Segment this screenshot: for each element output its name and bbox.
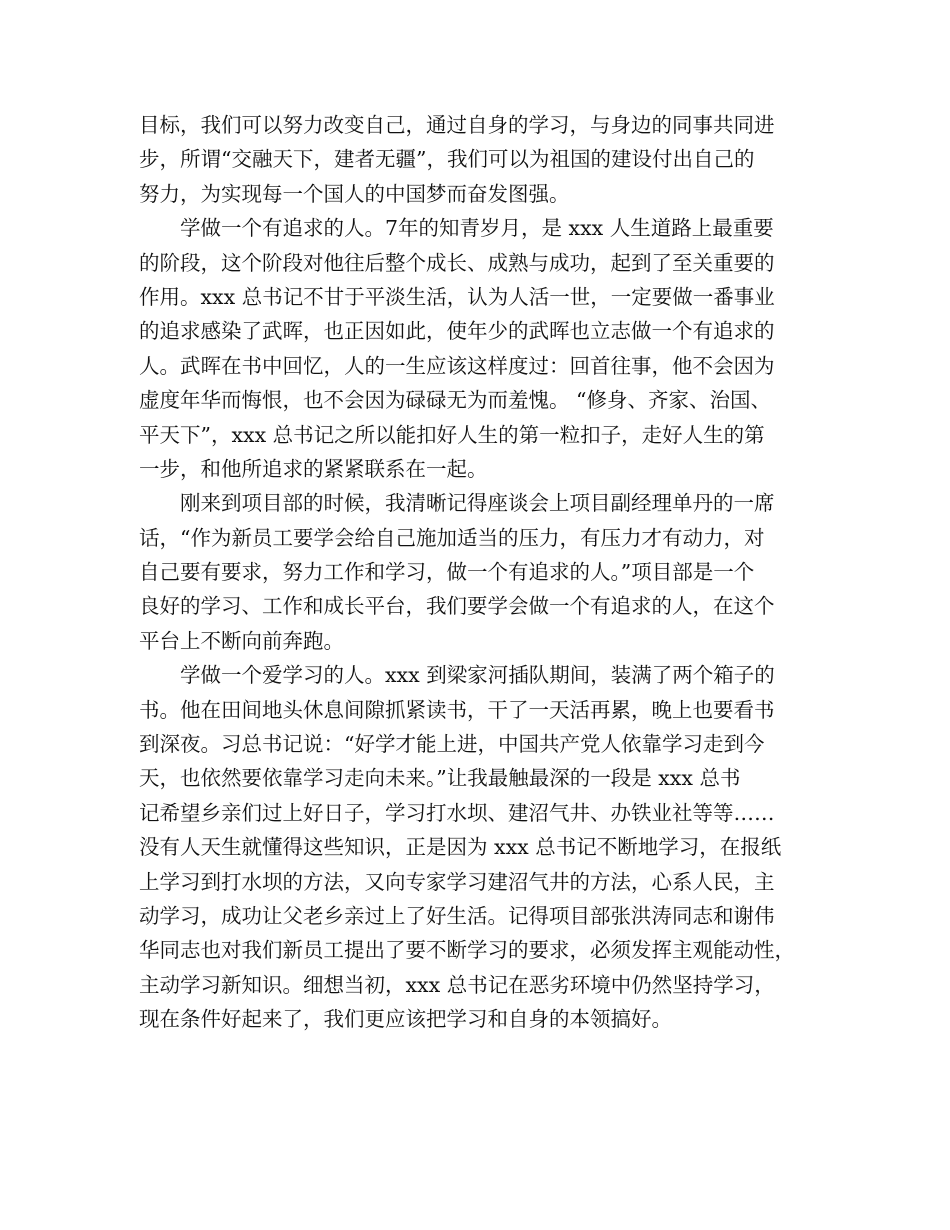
text-line: 一步，和他所追求的紧紧联系在一起。 — [139, 456, 488, 481]
text-line: 的追求感染了武晖，也正因如此，使年少的武晖也立志做一个有追求的 — [139, 319, 775, 344]
text-line: 虚度年华而悔恨，也不会因为碌碌无为而羞愧。 “修身、齐家、治国、 — [139, 388, 771, 413]
text-line: 良好的学习、工作和成长平台，我们要学会做一个有追求的人，在这个 — [139, 594, 775, 619]
text-line: 没有人天生就懂得这些知识，正是因为 xxx 总书记不断地学习，在报纸 — [139, 835, 782, 860]
text-line: 主动学习新知识。细想当初，xxx 总书记在恶劣环境中仍然坚持学习， — [139, 972, 775, 997]
text-line: 上学习到打水坝的方法，又向专家学习建沼气井的方法，心系人民，主 — [139, 869, 775, 894]
text-line: 的阶段，这个阶段对他往后整个成长、成熟与成功，起到了至关重要的 — [139, 250, 775, 275]
text-line: 目标，我们可以努力改变自己，通过自身的学习，与身边的同事共同进 — [139, 113, 775, 137]
text-line: 记希望乡亲们过上好日子，学习打水坝、建沼气井、办铁业社等等…… — [139, 800, 775, 825]
text-line: 动学习，成功让父老乡亲过上了好生活。记得项目部张洪涛同志和谢伟 — [139, 903, 775, 928]
text-line: 天，也依然要依靠学习走向未来。”让我最触最深的一段是 xxx 总书 — [139, 766, 741, 791]
paragraph-first-line: 学做一个有追求的人。7年的知青岁月，是 xxx 人生道路上最重要 — [180, 216, 774, 241]
text-line: 作用。xxx 总书记不甘于平淡生活，认为人活一世，一定要做一番事业 — [139, 284, 775, 309]
text-line: 平台上不断向前奔跑。 — [139, 628, 344, 653]
body-text — [139, 108, 819, 1037]
text-line: 自己要有要求，努力工作和学习，做一个有追求的人。”项目部是一个 — [139, 560, 755, 585]
paragraph-first-line: 学做一个爱学习的人。xxx 到梁家河插队期间，装满了两个箱子的 — [180, 663, 775, 688]
text-line: 到深夜。习总书记说：“好学才能上进，中国共产党人依靠学习走到今 — [139, 732, 765, 757]
text-line: 人。武晖在书中回忆，人的一生应该这样度过：回首往事，他不会因为 — [139, 353, 775, 378]
paragraph-first-line: 刚来到项目部的时候，我清晰记得座谈会上项目副经理单丹的一席 — [180, 491, 775, 516]
text-line: 步，所谓“交融天下，建者无疆”，我们可以为祖国的建设付出自己的 — [139, 147, 755, 172]
text-line: 努力，为实现每一个国人的中国梦而奋发图强。 — [139, 181, 570, 206]
text-line: 书。他在田间地头休息间隙抓紧读书，干了一天活再累，晚上也要看书 — [139, 697, 775, 722]
text-line: 现在条件好起来了，我们更应该把学习和自身的本领搞好。 — [139, 1007, 672, 1032]
text-line: 话，“作为新员工要学会给自己施加适当的压力，有压力才有动力，对 — [139, 525, 765, 550]
text-line: 平天下”，xxx 总书记之所以能扣好人生的第一粒扣子，走好人生的第 — [139, 422, 765, 447]
text-line: 华同志也对我们新员工提出了要不断学习的要求，必须发挥主观能动性， — [139, 938, 795, 963]
